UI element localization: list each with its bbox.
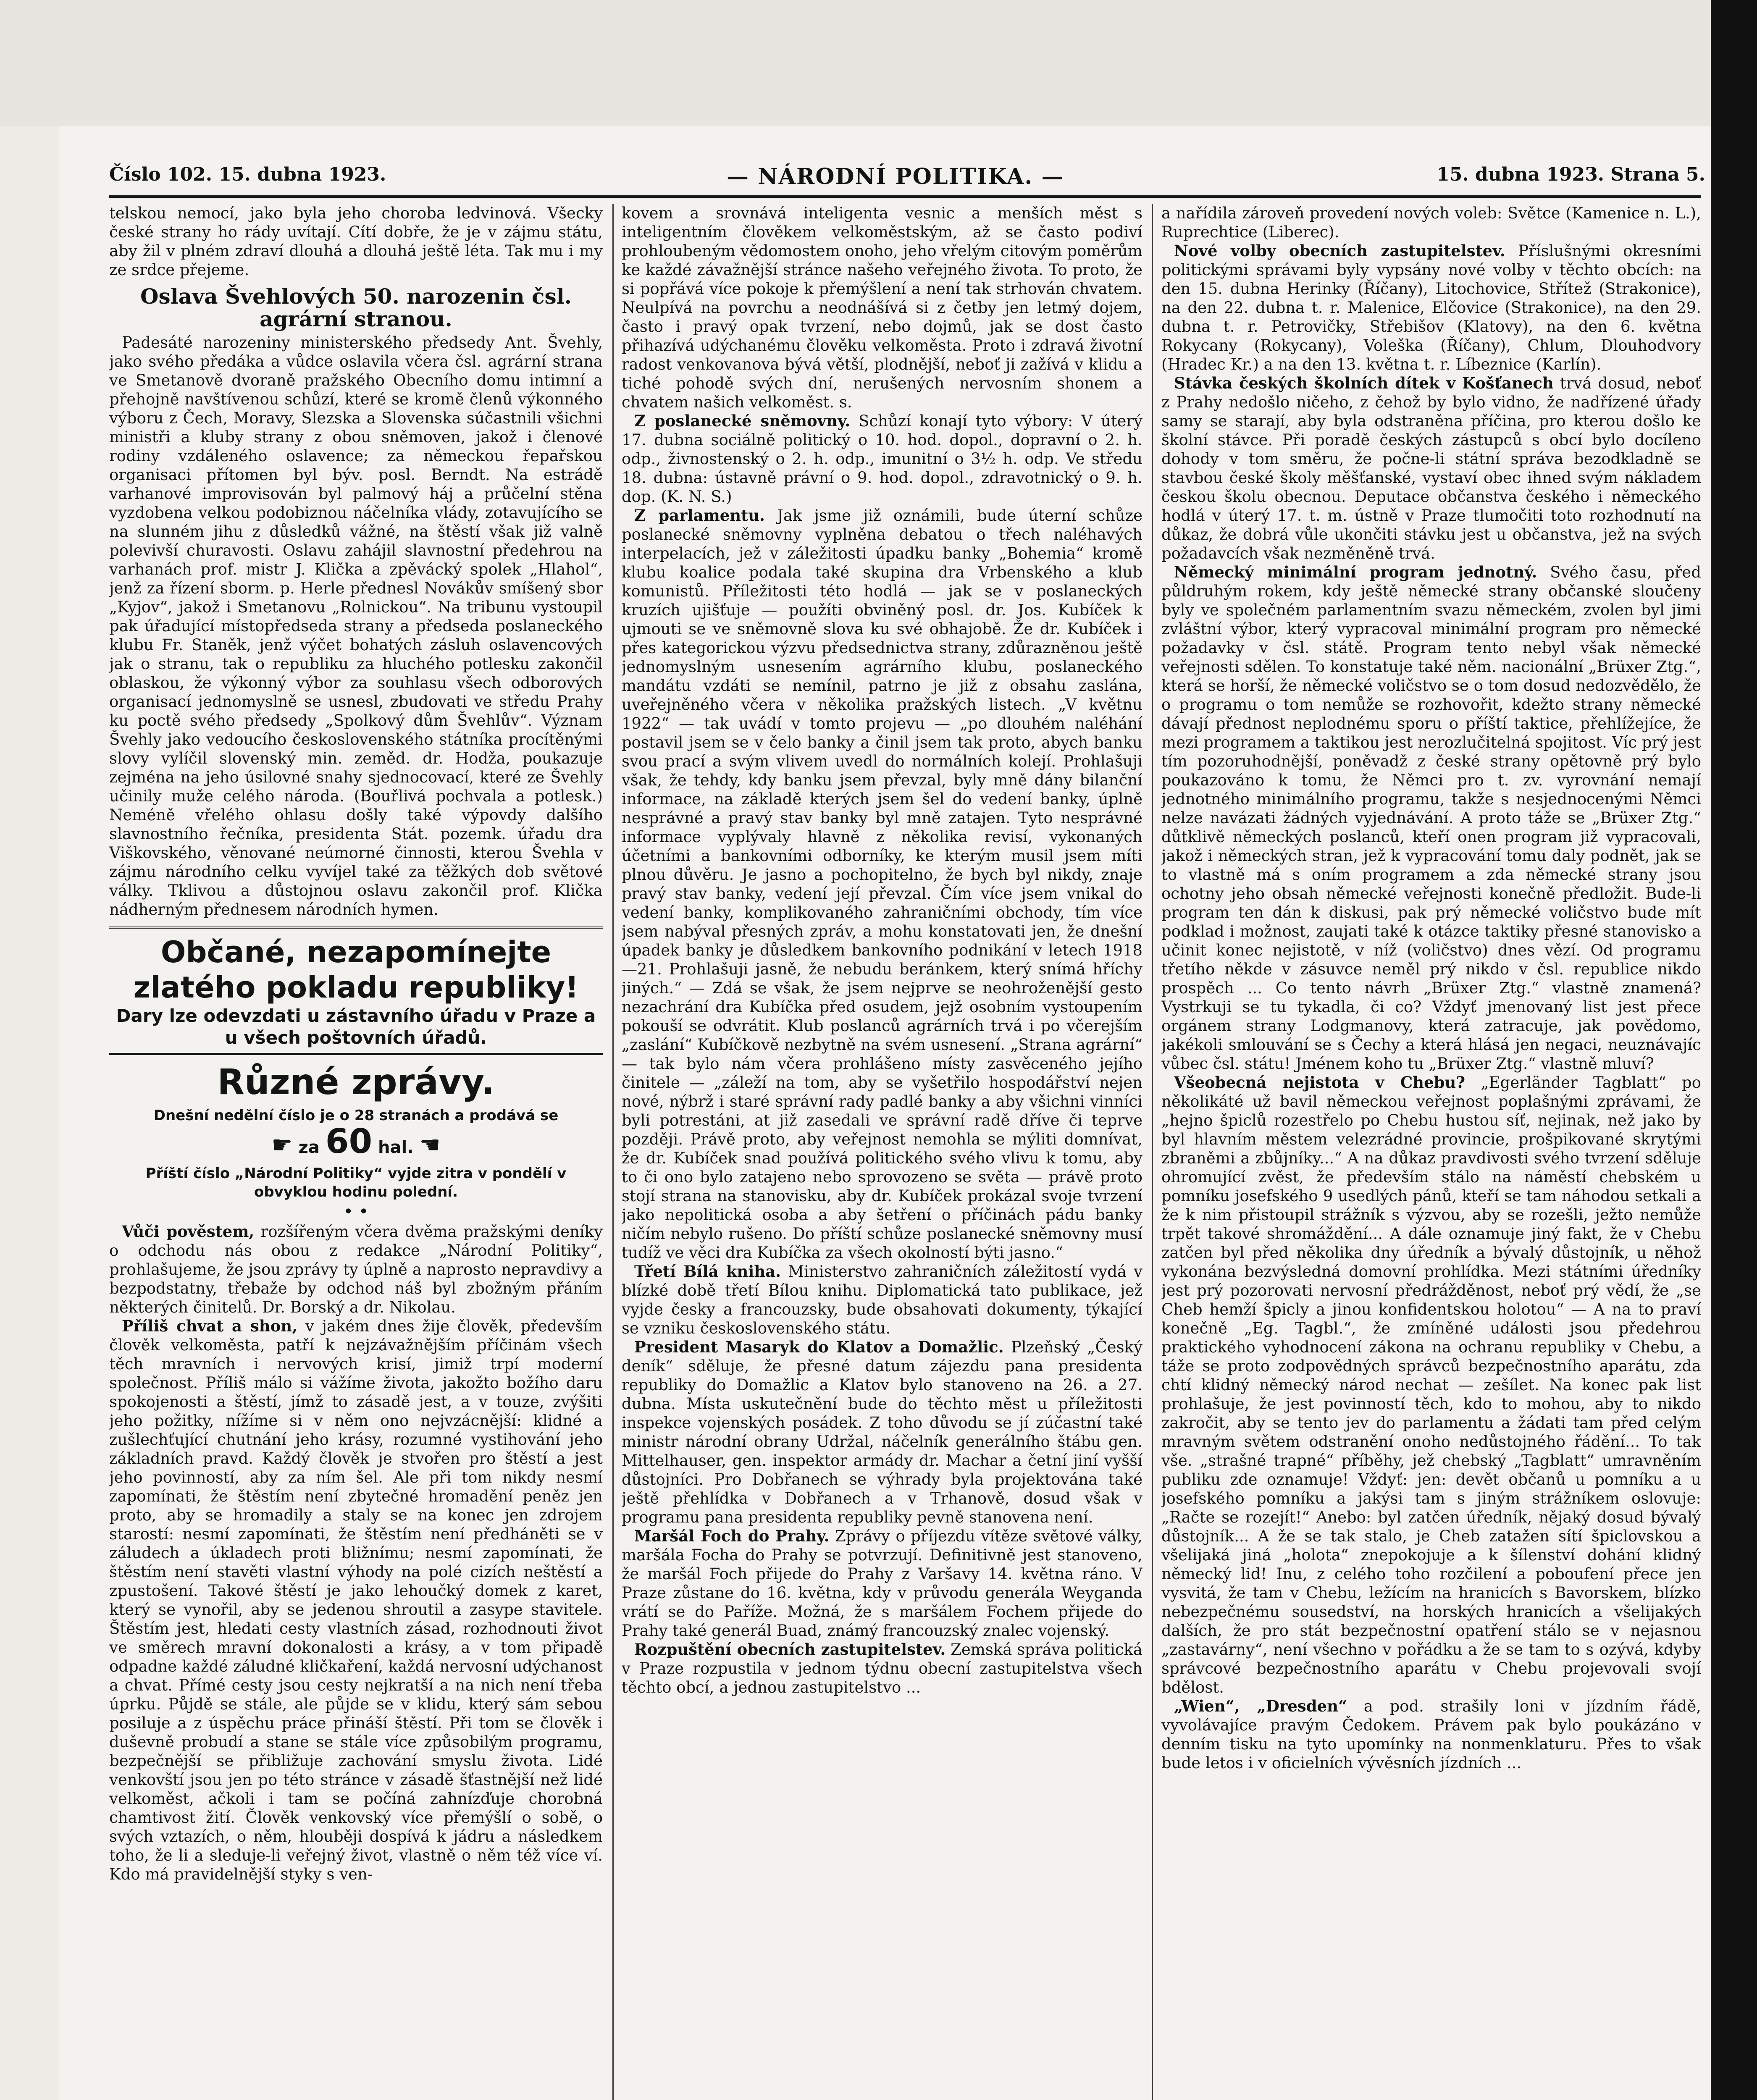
item-heading: Všeobecná nejistota v Chebu?: [1174, 1073, 1465, 1092]
news-item: [622, 1640, 1142, 1697]
appeal-box: [109, 927, 603, 1055]
price-prefix: za: [298, 1138, 320, 1157]
scan-top-margin: [0, 0, 1757, 126]
masthead-title: — NÁRODNÍ POLITIKA. —: [727, 164, 1064, 189]
item-body: „Egerländer Tagblatt“ po několikáté už bavil německou veřejnost poplašnými zprávami, že „hejno špiclů rozestřelo po Chebu hustou síť, nejinak, než jako by byl hlavním městem velezrádné provincie, prošpikované skrytými zbraněmi a zbůjníky...“ A na důkaz pravdivosti svého tvrzení sděluje ohromující zvěst, že především stálo na náměstí chebském u pomníku josefského 9 usedlých pánů, kteří se tam náhodou setkali a že k nim přistoupil strážník s výzvou, aby se rozešli, ježto nemůže trpět takové shromáždění... A dále oznamuje jiný fakt, že v Chebu zatčen byl před několika dny úředník a bývalý důstojník, u něhož vykonána bezvýsledná domovní prohlídka. Mezi státními úředníky jest prý pozorovati nervosní předrážděnost, neboť prý vědí, že „se Cheb hemží špicly a jinou konfidentskou holotou“ — A na to praví konečně „Eg. Tagbl.“, že zmíněné události jsou předehrou praktického vyhodnocení zákona na ochranu republiky v Chebu, a táže se proto zodpovědných správců bezpečnostního aparátu, zda chtí klidný německý národ nechat — zešílet. Na konec pak list prohlašuje, že jest povinností těch, kdo to mohou, aby to nikdo zakročit, aby se tento jev do parlamentu a žádati tam před celým mravným světem odstranění onoho nedůstojného řádění... To tak vše. „strašné trapné“ příběhy, jež chebský „Tagblatt“ umravněním publiku zde oznamuje! Vždyť: jen: devět občanů u pomníku a u josefského pomníku a jakýsi tam s jiným strážníkem oslovuje: „Račte se rozejít!“ Anebo: byl zatčen úředník, nějaký dosud bývalý důstojník... A že se tak stalo, je Cheb zatažen sítí špiclovskou a všelijaká jiná „holota“ znepokojuje a k šílenství dohání klidný německý lid! Inu, z celého toho rozčilení a poboufení přece jen vysvitá, že tam v Chebu, ležícím na hranicích s Bavorskem, blízko nebezpečnému sousedství, na horských hranicích a všelijakých dalších, že pro stát bezpečnostní opatření stálo se v nejasnou „zastavárny“, není všechno v pořádku a že se tam to s ozývá, kdyby správcové bezpečnostního aparátu v Chebu projevovali svojí bdělost.: [1161, 1074, 1701, 1696]
news-item: [1161, 563, 1701, 1073]
item-heading: Z poslanecké sněmovny.: [634, 412, 851, 430]
paragraph: telskou nemocí, jako byla jeho choroba ledvinová. Všecky české strany ho rády uvítají. Cítí dobře, že je v zájmu státu, aby žil v plném zdraví dlouhá a dlouhá ještě léta. Tak mu i my ze srdce přejeme.: [109, 204, 603, 279]
item-heading: Třetí Bílá kniha.: [634, 1262, 781, 1281]
price-unit: hal.: [378, 1138, 414, 1157]
column-3: [1161, 204, 1701, 2100]
item-body: v jakém dnes žije člověk, především člověk velkoměsta, patří k nejzávažnějším příčinám všech těch mravních i nervových krisí, jimiž trpí moderní společnost. Příliš málo si vážíme života, jakožto božího daru spokojenosti a štěstí, jímž to zásadě jest, a v touze, zvýšiti jeho požitky, nížíme si v něm ono nejvzácnější: klidné a zušlechťující chutnání jeho krásy, rozumné vystihování jeho základních pravd. Každý člověk je stvořen pro štěstí a jest jeho povinností, aby za ním šel. Ale při tom nikdy nesmí zapomínati, že štěstím není zbytečné hromadění peněz jen proto, aby se hromadily a staly se na konec jen zdrojem starostí: nesmí zapomínati, že štěstím není předháněti se v záludech a úkladech proti bližnímu; nesmí zapomínati, že štěstím není stavěti vlastní výhody na polé cizích neštěstí a zpustošení. Takové štěstí je jako lehoučký domek z karet, který se vynořil, aby se jedenou shroutil a zasype stavitele. Štěstím jest, hledati cesty vlastních zásad, rozhodnouti život ve směrech mravní dokonalosti a krásy, a v tom připadě odpadne každé záludné kličkaření, každá nervosní udýchanost a chvat. Přímé cesty jsou cesty nejkratší a na nich není třeba úprku. Půjdě se stále, ale půjde se v klidu, který sám sebou posiluje a z úspěchu práce přináší štěstí. Při tom se člověk i duševně probudí a stane se stále více způsobilým programu, bezpečnější se přibližuje zachování smyslu života. Lidé venkovští jsou jen po této stránce v zásadě šťastnější než lidé velkoměst, ačkoli i tam se počíná zahnízďuje chorobná chamtivost žití. Člověk venkovský více přemýšlí o sobě, o svých vztazích, o něm, hlouběji dospívá k jádru a následkem toho, že li a sleduje-li veřejný život, vlastně o něm též více ví. Kdo má pravidelnější styky s ven-: [109, 1317, 603, 1883]
news-item: [622, 1338, 1142, 1527]
issue-number: Číslo 102. 15. dubna 1923.: [109, 164, 386, 185]
pointing-hand-icon: ☚: [419, 1131, 441, 1159]
section-heading: Různé zprávy.: [217, 1061, 495, 1102]
column-separator: [1152, 204, 1153, 2100]
item-heading: Německý minimální program jednotný.: [1174, 563, 1537, 581]
news-item: [622, 1527, 1142, 1640]
item-body: Zemská správa politická v Praze rozpustila v jednom týdnu obecní zastupitelstva všech těchto obcí, a jednou zastupitelstvo ...: [622, 1641, 1142, 1696]
item-body: Zprávy o příjezdu vítěze světové války, maršála Focha do Prahy se potvrzují. Definitivně jest stanoveno, že maršál Foch přijede do Prahy z Varšavy 14. května ráno. V Praze zůstane do 16. května, kdy v průvodu generála Weyganda vrátí se do Paříže. Možná, že s maršálem Fochem přijede do Prahy také generál Buad, známý francouzský znalec vojenský.: [622, 1527, 1142, 1640]
item-heading: President Masaryk do Klatov a Domažlic.: [634, 1338, 1004, 1356]
item-body: rozšířeným včera dvěma pražskými deníky o odchodu nás obou z redakce „Národní Politiky“, prohlašujeme, že jsou zprávy ty úplně a naprosto nepravdivy a bezpodstatny, třebaže by odchod náš byl zbožným přáním některých činitelů. Dr. Borský a dr. Nikolau.: [109, 1223, 603, 1316]
item-heading: Z parlamentu.: [634, 506, 765, 525]
item-body: Schůzí konají tyto výbory: V úterý 17. dubna sociálně politický o 10. hod. dopol., dopravní o 2. h. odp., živnostenský o 2. h. odp., imunitní o 3½ h. odp. Ve středu 18. dubna: ústavně právní o 9. hod. dopol., zdravotnický o 9. h. dop. (K. N. S.): [622, 412, 1142, 506]
news-item: [109, 1222, 603, 1317]
news-item: [1161, 242, 1701, 374]
item-heading: Stávka českých školních dítek v Košťanech: [1174, 374, 1554, 392]
article-headline: Oslava Švehlových 50. narozenin čsl. agrární stranou.: [140, 284, 572, 331]
item-heading: Vůči pověstem,: [122, 1222, 255, 1241]
column-2: [622, 204, 1142, 2100]
paragraph: kovem a srovnává inteligenta vesnic a menších měst s inteligentním člověkem velkoměstským, až se často podiví prohloubeným vědomostem onoho, jeho vřelým citovým poměrům ke každé závažnější stránce našeho veřejného života. To proto, že si popřává více pokoje k přemýšlení a není tak strhován chvatem. Neulpívá na povrchu a neodnášívá si z četby jen letmý dojem, často i pravý opak tvrzení, nebo dojmů, jak se dost často přihazívá udýchanému člověku velkoměsta. Proto i zdravá životní radost venkovanova bývá větší, plodnější, neboť ji zažívá v klidu a tiché pohodě svých dní, nerušených nervosním shonem a chvatem našich velkoměst. s.: [622, 204, 1142, 411]
item-heading: Maršál Foch do Prahy.: [634, 1527, 830, 1545]
news-item: [1161, 374, 1701, 563]
paragraph: a nařídila zároveň provedení nových voleb: Světce (Kamenice n. L.), Ruprechtice (Liberec).: [1161, 204, 1701, 241]
price-value: 60: [325, 1122, 373, 1161]
price-line: [109, 1122, 603, 1164]
item-body: trvá dosud, neboť z Prahy nedošlo ničeho, z čehož by bylo vidno, že nadřízené úřady samy se starají, aby byla odstraněna příčina, pro kterou došlo ke školní stávce. Při poradě českých zástupců s obcí bylo docíleno dohody v tom směru, že počne-li státní správa bezodkladně se stavbou české školy měšťanské, vystaví obec ihned svým nákladem českou školu obecnou. Deputace občanstva českého i německého hodlá v úterý 17. t. m. ústně v Praze tlumočiti toto rozhodnutí na důkaz, že dobrá vůle ukončiti stávku jest u občanstva, jež na svých požadavcích však nezměněně trvá.: [1161, 374, 1701, 562]
column-separator: [612, 204, 614, 2100]
next-issue-notice: Příští číslo „Národní Politiky“ vyjde zitra v pondělí v obvyklou hodinu polední.: [145, 1165, 567, 1200]
header-rule: [109, 195, 1701, 198]
item-body: Ministerstvo zahraničních záležitostí vydá v blízké době třetí Bílou knihu. Diplomatická tato publikace, jež vyjde česky a francouzsky, bude obsahovati dokumenty, týkající se vzniku československého státu.: [622, 1263, 1142, 1337]
item-body: Svého času, před půldruhým rokem, kdy ještě německé strany občanské sloučeny byly ve společném parlamentním svazu německém, zvolen byl jimi zvláštní výbor, který vypracoval minimální program pro německé požadavky v čsl. státě. Program tento nebyl však německé veřejnosti sdělen. To konstatuje také něm. nacionální „Brüxer Ztg.“, která se horší, že německé voličstvo se o tom dosud nedozvědělo, že o programu o tom nemůže se rozhovořit, kdežto strany německé dávají přednost neplodnému sporu o příští taktice, přehlížejíce, že mezi programem a taktikou jest nerozlučitelná spojitost. Víc prý jest tím pozoruhodnější, poněvadž z české strany opětovně prý bylo poukazováno k tomu, že Němci pro t. zv. vyrovnání nemají jednotného minimálního programu, takže s nesjednocenými Němci nelze navázati žádných vyjednávání. A proto táže se „Brüxer Ztg.“ důtklivě německých poslanců, kteří onen program již vypracovali, jakož i německých stran, jež k vypracování tomu daly podnět, jak se to vlastně má s oním programem a zda německé strany jsou ochotny jeho obsah německé veřejnosti konečně předložit. Bude-li program ten dán k diskusi, pak prý německé voličstvo bude mít podklad i možnost, zaujati také k otázce taktiky přesné stanovisko a učinit konec nejistotě, v níž (voličstvo) dnes vězí. Od programu třetího někde v zásuvce neměl prý nikdo v čsl. republice nikdo prospěch ... Co tento návrh „Brüxer Ztg.“ vlastně znamená? Vystrkuji se tu tykadla, či co? Vždyť jmenovaný list jest přece orgánem strany Lodgmanovy, která zatracuje, jak povědomo, jakékoli smlouvání se s Čechy a která hlásá jen negaci, neuznávajíc vůbec čsl. státu! Jménem koho tu „Brüxer Ztg.“ vlastně mluví?: [1161, 563, 1701, 1073]
page-header: [109, 164, 1714, 197]
paragraph: Padesáté narozeniny ministerského předsedy Ant. Švehly, jako svého předáka a vůdce oslavila včera čsl. agrární strana ve Smetanově dvoraně pražského Obecního domu intimní a přehojně navštívenou schůzí, které se kromě členů výkonného výboru z Čech, Moravy, Slezska a Slovenska súčastnili všichni ministři a kluby strany z obou sněmoven, jakož i členové rodiny vzdáleného oslavence; za německou řepařskou organisaci přítomen byl býv. posl. Berndt. Na estrádě varhanové improvisován byl palmový háj a průčelní stěna vyzdobena velkou podobiznou náčelníka vlády, zotavujícího se na slunném jihu z důsledků vážné, na štěstí však již valně polevivší churavosti. Oslavu zahájil slavnostní předehrou na varhanách prof. mistr J. Klička a zpěvácký spolek „Hlahol“, jenž za řízení sborm. p. Herle přednesl Novákův smíšený sbor „Kyjov“, jakož i Smetanovu „Rolnickou“. Na tribunu vystoupil pak úřadující místopředseda strany a předseda poslaneckého klubu Fr. Staněk, jenž výčet bohatých zásluh oslavencových jak o stranu, tak o republiku za hluchého potlesku zakončil oblaskou, že výkonný výbor za souhlasu všech odborových organisací jednomyslně se usnesl, zbudovati ve středu Prahy ku poctě svého předsedy „Spolkový dům Švehlův“. Význam Švehly jako vedoucího československého státníka procítěnými slovy vylíčil slovenský min. zeměd. dr. Hodža, poukazuje zejména na jeho úsilovné snahy sjednocovací, které ze Švehly učinily muže celého národa. (Bouřlivá pochvala a potlesk.) Neméně vřelého ohlasu došly také výpovdy dalšího slavnostního řečníka, presidenta Stát. pozemk. úřadu dra Viškovského, věnované neúmorné činnosti, kterou Švehla v zájmu národního celku vyvíjel také za těžkých dob světové války. Tklivou a důstojnou oslavu zakončil prof. Klička nádherným přednesem národních hymen.: [109, 333, 603, 919]
news-item: [1161, 1697, 1701, 1772]
item-heading: Rozpuštění obecních zastupitelstev.: [634, 1640, 946, 1659]
item-body: a pod. strašily loni v jízdním řádě, vyvolávajíce pravým Čedokem. Právem pak bylo poukázáno v denním tisku na tyto upomínky na nonmenklaturu. Přes to však bude letos i v oficielních vývěsních jízdních ...: [1161, 1697, 1701, 1772]
item-heading: Příliš chvat a shon,: [122, 1317, 298, 1335]
issue-notice: Dnešní nedělní číslo je o 28 stranách a prodává se: [153, 1107, 559, 1124]
date-page: 15. dubna 1923. Strana 5.: [1437, 164, 1705, 185]
news-item: [109, 1317, 603, 1884]
appeal-headline: Občané, nezapomínejte zlatého pokladu republiky!: [133, 935, 579, 1005]
item-body: Příslušnými okresními politickými správami byly vypsány nové volby v těchto obcích: na den 15. dubna Herinky (Říčany), Litochovice, Střítež (Strakonice), na den 22. dubna t. r. Malenice, Elčovice (Strakonice), na den 29. dubna t. r. Petrovičky, Střebišov (Klatovy), na den 6. května Rokycany (Rokycany), Voleška (Říčany), Chlum, Dlouhodvory (Hradec Kr.) a na den 13. května t. r. Líbeznice (Karlín).: [1161, 242, 1701, 373]
appeal-subtext: Dary lze odevzdati u zástavního úřadu v Praze a u všech poštovních úřadů.: [116, 1005, 596, 1048]
newspaper-page: [59, 126, 1710, 2100]
item-body: Jak jsme již oznámili, bude úterní schůze poslanecké sněmovny vyplněna debatou o třech naléhavých interpelacích, jež v záležitosti úpadku banky „Bohemia“ kromě klubu koalice podala také skupina dra Vrbenského a klub komunistů. Příležitosti této hodlá — jak se v poslaneckých kruzích ujišťuje — použíti obviněný posl. dr. Jos. Kubíček k ujmouti se ve sněmovně slova ku své obhajobě. Že dr. Kubíček i přes kategorickou výzvu předsednictva strany, zdůrazněnou ještě jednomyslným usnesením agrárního klubu, poslaneckého mandátu vzdáti se nemínil, patrno je již z obsahu zaslána, uveřejněného včera v několika pražských listech. „V květnu 1922“ — tak uvádí v tomto projevu — „po dlouhém naléhání postavil jsem se v čelo banky a činil jsem tak proto, abych banku svou prací a svým vlivem uvedl do normálních kolejí. Prohlašuji však, že tehdy, kdy banku jsem převzal, byly mně dány bilanční informace, na základě kterých jsem šel do vedení banky, úplně nesprávné a pravý stav banky byl mně zatajen. Tyto nesprávné informace vyplývaly hlavně z několika revisí, vykonaných účetními a bankovními odborníky, ke kterým musil jsem míti plnou důvěru. Je jasno a pochopitelno, že bych byl nikdy, znaje pravý stav banky, vedení její převzal. Čím více jsem vnikal do vedení banky, komplikovaného zahraničními obchody, tím více jsem nabýval přesných zpráv, a mohu konstatovati jen, že dnešní úpadek banky je důsledkem bankovního podnikání v letech 1918—21. Prohlašuji jasně, že nebudu beránkem, který snímá hříchy jiných.“ — Zdá se však, že jsem nejprve se neohroženější gesto nezachrání dra Kubíčka před osudem, jejž osobním vystoupením pokouší se odvrátit. Klub poslanců agrárních trvá i po včerejším „zaslání“ Kubíčkově nezbytně na svém usnesení. „Strana agrární“ — tak bylo nám včera prohlášeno místy zasvěceného jejího činitele — „záleží na tom, aby se vyšetřilo hospodářství nejen nové, nýbrž i staré správní rady padlé banky a aby všichni vinníci byli potrestáni, at již zasedali ve správní radě dříve či teprve později. Právě proto, aby veřejnost nemohla se mýliti domnívat, že dr. Kubíček snad používá politického svého vlivu k tomu, aby to či ono bylo zatajeno nebo sprovozeno se světa — právě proto stojí strana na stanovisku, aby dr. Kubíček prokázal svoje tvrzení jako nepolitická osoba a aby šetření o příčinách pádu banky ničím nebylo rušeno. Do příští schůze poslanecké sněmovny musí tudíž ve věci dra Kubíčka za všech okolností býti jasno.“: [622, 507, 1142, 1262]
scan-right-edge: [1711, 0, 1757, 2100]
item-body: Plzeňský „Český deník“ sděluje, že přesné datum zájezdu pana presidenta republiky do Domažlic a Klatov bylo stanoveno na 26. a 27. dubna. Místa uskutečnění bude do těchto měst u příležitosti inspekce vojenských posádek. Z toho důvodu se jí zúčastní také ministr národní obrany Udržal, náčelník generálního štábu gen. Mittelhauser, gen. inspektor armády dr. Machar a četní jiní vyšší důstojníci. Pro Dobřanech se výhrady byla projektována také ještě přehlídka v Dobřanech a v Trhanově, dosud však v programu pana presidenta republiky pevně stanovena není.: [622, 1338, 1142, 1526]
column-1: [109, 204, 603, 2100]
news-item: [622, 1262, 1142, 1338]
item-heading: Nové volby obecních zastupitelstev.: [1174, 242, 1505, 260]
news-item: [622, 506, 1142, 1262]
news-item: [622, 412, 1142, 506]
news-item: [1161, 1073, 1701, 1697]
divider-dots: • •: [343, 1202, 369, 1221]
item-heading: „Wien“, „Dresden“: [1174, 1697, 1347, 1715]
pointing-hand-icon: ☛: [271, 1131, 293, 1159]
